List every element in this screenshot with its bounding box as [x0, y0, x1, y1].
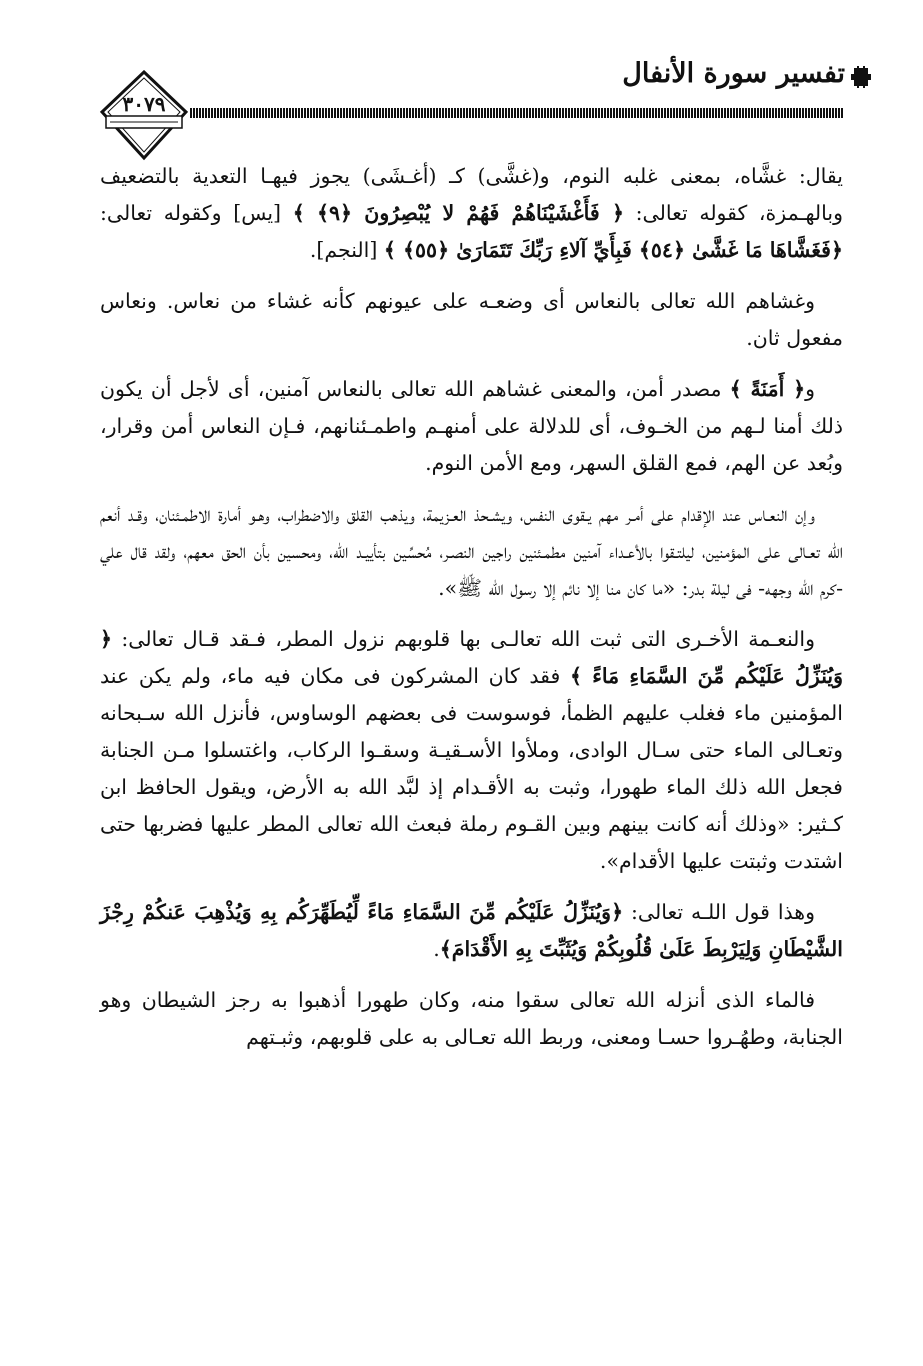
paragraph — [100, 982, 843, 1056]
ornament-icon — [851, 66, 871, 88]
text-segment: [النجم]. — [309, 238, 384, 262]
page-header — [0, 0, 923, 160]
paragraph — [100, 621, 843, 880]
paragraph — [100, 894, 843, 968]
paragraph — [100, 496, 843, 607]
text-segment: يقال: غشَّاه، بمعنى غلبه النوم، و(غشَّى) كـ (أغـشَى) يجوز فيهـا التعدية بالتضعيف وبالهـمزة، كقوله تعالى: — [100, 164, 843, 225]
quran-verse: ﴿ أَمَنَةً ﴾ — [729, 377, 806, 401]
text-segment: مصدر أمن، والمعنى غشاهم الله تعالى بالنعاس آمنين، أى لأجل أن يكون ذلك أمنا لـهم من الخـوف، أى للدلالة على أمنهـم واطمـئنانهم، فـإن النعاس أمن وقرار، وبُعد عن الهم، فمع القلق السهر، ومع الأمن النوم. — [100, 377, 843, 475]
text-segment: وإن النعـاس عند الإقدام على أمـر مهم يـقوى النفس، ويشـحذ العـزيمة، ويذهب القلق والاضطراب، وهـو أمارة الاطمـئنان، وقـد أنعم الله تعـالى على المؤمنين، ليلتـقوا بالأعـداء آمنين مطمـئنين راجين النصـر، مُحسِّين بتأييـد الله، ومحسين بأن الحق معهم، ولقد قال علي -كرم الله وجهه- فى ليلة بدر: «ما كان منا إلا نائم إلا رسول الله ﷺ». — [100, 502, 843, 600]
text-segment: و — [805, 377, 815, 401]
page-body — [100, 158, 843, 1366]
text-segment: [يس] وكقوله تعالى: — [100, 201, 293, 225]
quran-verse: ﴿فَغَشَّاهَا مَا غَشَّىٰ ﴿٥٤﴾ فَبِأَيِّ آلاءِ رَبِّكَ تَتَمَارَىٰ ﴿٥٥﴾ ﴾ — [383, 238, 843, 262]
header-rule — [190, 108, 843, 118]
text-segment: . — [433, 937, 440, 961]
page-number: ٣٠٧٩ — [122, 92, 166, 116]
page-number-frame — [98, 70, 190, 162]
text-segment: فقد كان المشركون فى مكان فيه ماء، ولم يكن عند المؤمنين ماء فغلب عليهم الظمأ، فوسوست فى بعضهم الوساوس، فأنزل الله سـبحانه وتعـالى الماء حتى سـال الوادى، وملأوا الأسـقيـة وسقـوا الركاب، واغتسلوا مـن الجنابة فجعل الله ذلك الماء طهورا، وثبت به الأقـدام إذ لبَّد الله به الأرض، ويقول الحافظ ابن كـثير: «وذلك أنه كانت بينهم وبين القـوم رملة فبعث الله تعالى المطر عليها فضربها حتى اشتدت وثبتت عليها الأقدام». — [100, 664, 843, 873]
paragraph — [100, 158, 843, 269]
text-segment: والنعـمة الأخـرى التى ثبت الله تعالـى بها قلوبهم نزول المطر، فـقد قـال تعالى: — [112, 627, 815, 651]
quran-verse: ﴿ وَيُنَزِّلُ عَلَيْكُم مِّنَ السَّمَاءِ مَاءً ﴾ — [100, 627, 844, 688]
sura-title: تفسير سورة الأنفال — [622, 58, 845, 89]
paragraph — [100, 283, 843, 357]
quran-verse: ﴿وَيُنَزِّلُ عَلَيْكُم مِّنَ السَّمَاءِ مَاءً لِّيُطَهِّرَكُم بِهِ وَيُذْهِبَ عَنكُمْ رِجْزَ الشَّيْطَانِ وَلِيَرْبِطَ عَلَىٰ قُلُوبِكُمْ وَيُثَبِّتَ بِهِ الأَقْدَامَ﴾ — [100, 900, 843, 961]
quran-verse: ﴿ فَأَغْشَيْنَاهُمْ فَهُمْ لا يُبْصِرُونَ ﴿٩﴾ ﴾ — [292, 201, 624, 225]
paragraph — [100, 371, 843, 482]
text-segment: وغشاهم الله تعالى بالنعاس أى وضعـه على عيونهم كأنه غشاء من نعاس. ونعاس مفعول ثان. — [100, 289, 843, 350]
text-segment: وهذا قول اللـه تعالى: — [623, 900, 815, 924]
text-segment: فالماء الذى أنزله الله تعالى سقوا منه، وكان طهورا أذهبوا به رجز الشيطان وهو الجنابة، وطهُـروا حسـا ومعنى، وربط الله تعـالى به على قلوبهم، وثبـتهم — [100, 988, 843, 1049]
